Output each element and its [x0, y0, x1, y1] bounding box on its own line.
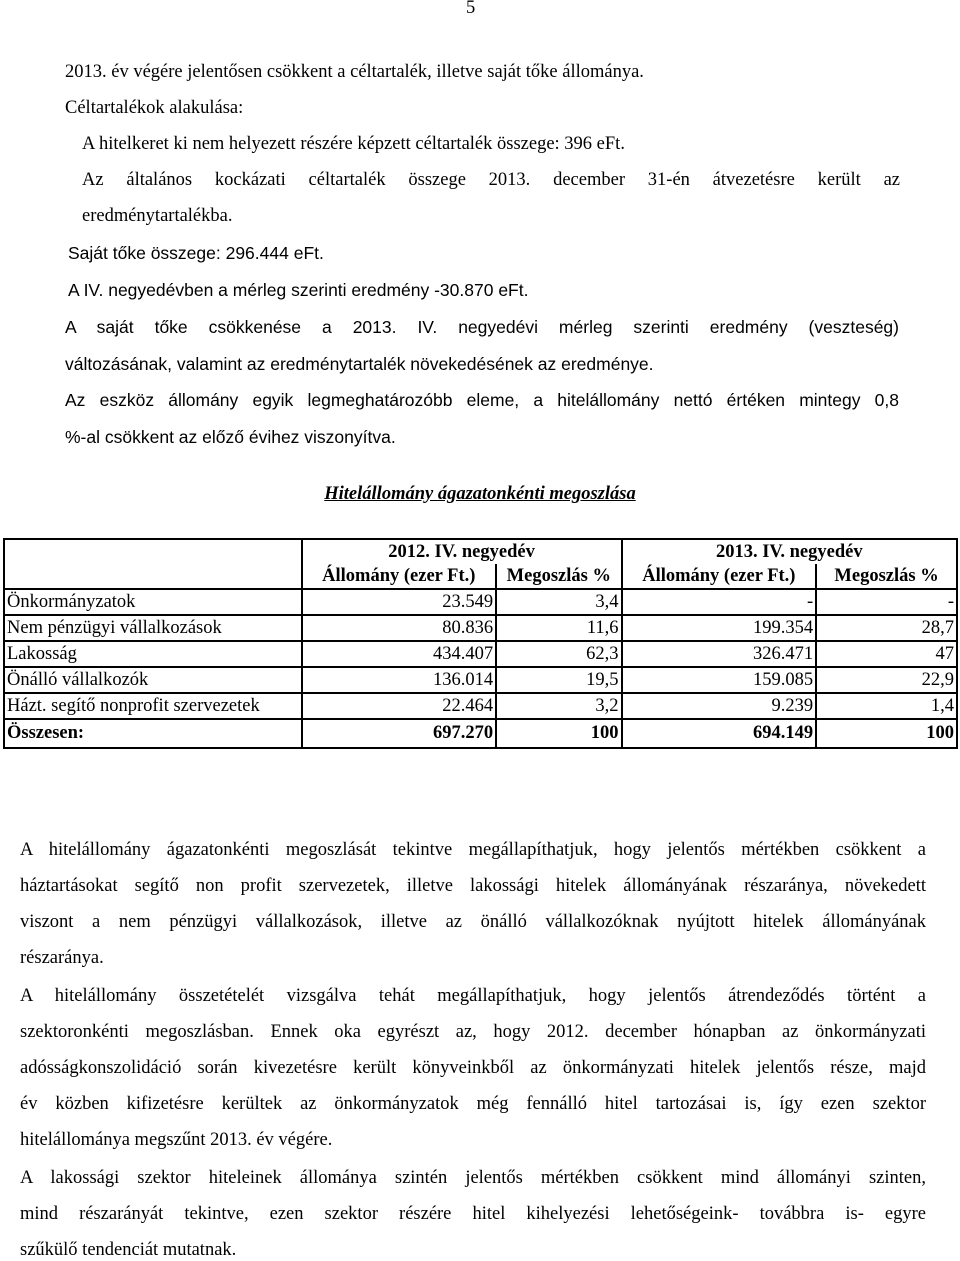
para2-line-1: A hitelállomány összetételét vizsgálva tehát megállapíthatjuk, hogy jelentős átrendeződés történt a [20, 986, 926, 1006]
share-2012: 3,4 [496, 589, 621, 615]
equity-decrease-line-2: változásának, valamint az eredménytartalék növekedésének az eredménye. [65, 354, 654, 374]
amount-2012: 80.836 [302, 615, 497, 641]
share-2012: 11,6 [496, 615, 621, 641]
para2-line-4: év közben kifizetésre kerültek az önkormányzatok még fennálló hitel tartozásai is, így ezen szektor [20, 1094, 926, 1114]
share-2012: 62,3 [496, 641, 621, 667]
equity-decrease-line-1: A saját tőke csökkenése a 2013. IV. negyedévi mérleg szerinti eredmény (veszteség) [65, 317, 899, 337]
row-label: Önkormányzatok [4, 589, 302, 615]
asset-line-2: %-al csökkent az előző évihez viszonyítva. [65, 427, 396, 447]
share-2013: 22,9 [816, 667, 957, 693]
row-label: Házt. segítő nonprofit szervezetek [4, 693, 302, 719]
amount-2012: 434.407 [302, 641, 497, 667]
q4-result: A IV. negyedévben a mérleg szerinti eredmény -30.870 eFt. [68, 280, 529, 300]
loan-portfolio-table [3, 538, 958, 749]
share-2012: 19,5 [496, 667, 621, 693]
asset-line-1: Az eszköz állomány egyik legmeghatározóbb eleme, a hitelállomány nettó értéken mintegy 0,8 [65, 390, 899, 410]
table-header-period-row [4, 539, 957, 564]
table-header-column-row [4, 564, 957, 589]
share-2013: 1,4 [816, 693, 957, 719]
amount-header-2012: Állomány (ezer Ft.) [302, 564, 497, 589]
para3-line-1: A lakossági szektor hiteleinek állománya szintén jelentős mértékben csökkent mind állományi szinten, [20, 1168, 926, 1188]
share-2013: 28,7 [816, 615, 957, 641]
period-2013-header: 2013. IV. negyedév [622, 539, 957, 564]
intro-line-2: Céltartalékok alakulása: [65, 98, 244, 118]
amount-2012: 136.014 [302, 667, 497, 693]
para3-line-3: szűkülő tendenciát mutatnak. [20, 1240, 237, 1260]
table-title: Hitelállomány ágazatonkénti megoszlása [324, 484, 636, 504]
total-share-2013: 100 [816, 719, 957, 748]
para1-line-3: viszont a nem pénzügyi vállalkozások, illetve az önálló vállalkozóknak nyújtott hitelek állományának [20, 912, 926, 932]
table-row [4, 693, 957, 719]
table-row [4, 615, 957, 641]
row-label: Nem pénzügyi vállalkozások [4, 615, 302, 641]
para1-line-2: háztartásokat segítő non profit szervezetek, illetve lakossági hitelek állományának részaránya, növekedett [20, 876, 926, 896]
para2-line-3: adósságkonszolidáció során kivezetésre került könyveinkből az önkormányzati hitelek jelentős része, majd [20, 1058, 926, 1078]
intro-line-3: A hitelkeret ki nem helyezett részére képzett céltartalék összege: 396 eFt. [82, 134, 625, 154]
amount-2013: - [622, 589, 817, 615]
table-row [4, 641, 957, 667]
amount-2013: 326.471 [622, 641, 817, 667]
total-share-2012: 100 [496, 719, 621, 748]
amount-header-2013: Állomány (ezer Ft.) [622, 564, 817, 589]
total-amount-2013: 694.149 [622, 719, 817, 748]
equity-amount: Saját tőke összege: 296.444 eFt. [68, 243, 324, 263]
para1-line-1: A hitelállomány ágazatonkénti megoszlását tekintve megállapíthatjuk, hogy jelentős mértékben csökkent a [20, 840, 926, 860]
para3-line-2: mind részarányát tekintve, ezen szektor részére hitel kihelyezési lehetőségeink- továbbra is- egyre [20, 1204, 926, 1224]
row-label: Lakosság [4, 641, 302, 667]
amount-2013: 9.239 [622, 693, 817, 719]
share-2013: - [816, 589, 957, 615]
total-label: Összesen: [4, 719, 302, 748]
amount-2012: 22.464 [302, 693, 497, 719]
share-2013: 47 [816, 641, 957, 667]
row-label: Önálló vállalkozók [4, 667, 302, 693]
share-header-2012: Megoszlás % [496, 564, 621, 589]
intro-line-1: 2013. év végére jelentősen csökkent a céltartalék, illetve saját tőke állománya. [65, 62, 644, 82]
share-2012: 3,2 [496, 693, 621, 719]
total-amount-2012: 697.270 [302, 719, 497, 748]
table-row [4, 667, 957, 693]
amount-2013: 159.085 [622, 667, 817, 693]
page-number: 5 [466, 0, 476, 18]
para2-line-2: szektoronkénti megoszlásban. Ennek oka egyrészt az, hogy 2012. december hónapban az önkormányzati [20, 1022, 926, 1042]
para2-line-5: hitelállománya megszűnt 2013. év végére. [20, 1130, 333, 1150]
share-header-2013: Megoszlás % [816, 564, 957, 589]
period-2012-header: 2012. IV. negyedév [302, 539, 622, 564]
table-total-row [4, 719, 957, 748]
amount-2013: 199.354 [622, 615, 817, 641]
intro-line-4: Az általános kockázati céltartalék összege 2013. december 31-én átvezetésre került az [82, 170, 900, 190]
table-row [4, 589, 957, 615]
intro-line-5: eredménytartalékba. [82, 206, 233, 226]
para1-line-4: részaránya. [20, 948, 104, 968]
amount-2012: 23.549 [302, 589, 497, 615]
